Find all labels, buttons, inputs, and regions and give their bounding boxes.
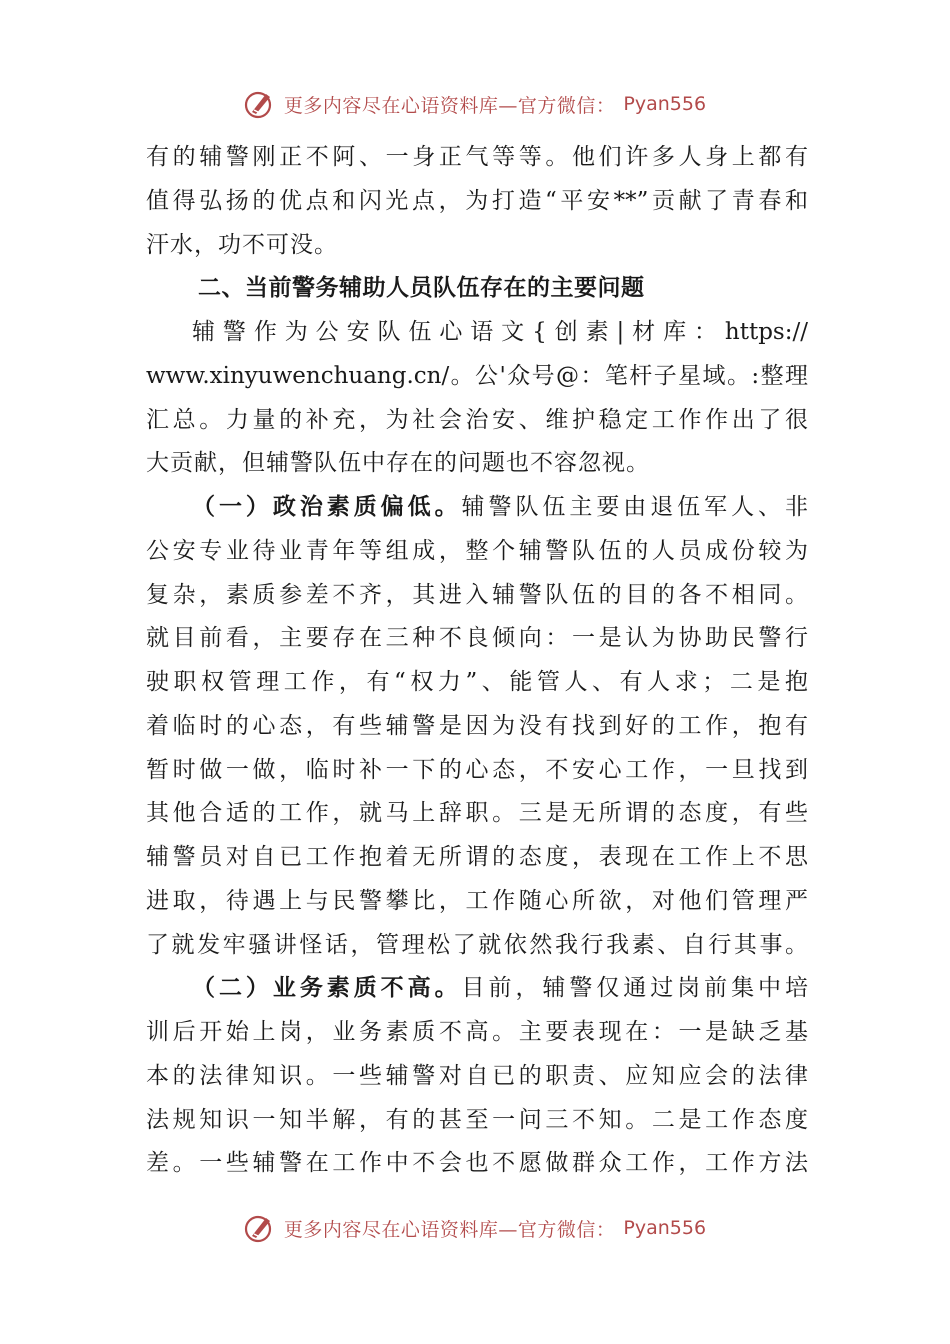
body-line: 有的辅警刚正不阿、一身正气等等。他们许多人身上都有 [146,144,808,170]
body-line: 大贡献，但辅警队伍中存在的问题也不容忽视。 [146,450,650,477]
pen-nib-circle-logo-icon [244,88,276,120]
banner-wechat-id: Pyan556 [623,93,707,115]
subsection-title: （二）业务素质不高。 [192,975,462,1002]
body-line: 暂时做一做，临时补一下的心态，不安心工作，一旦找到 [146,756,808,783]
section-heading: 二、当前警务辅助人员队伍存在的主要问题 [198,275,645,302]
body-line: 训后开始上岗，业务素质不高。主要表现在：一是缺乏基 [146,1019,808,1045]
subsection-text: 辅警队伍主要由退伍军人、非 [461,494,808,520]
body-line: 了就发牢骚讲怪话，管理松了就依然我行我素、自行其事。 [146,931,808,958]
body-line: 驶职权管理工作，有“权力”、能管人、有人求；二是抱 [146,669,808,695]
footer-banner [0,1206,950,1250]
body-line: 进取，待遇上与民警攀比，工作随心所欲，对他们管理严 [146,887,808,914]
body-line: 值得弘扬的优点和闪光点，为打造“平安**”贡献了青春和 [146,187,808,214]
body-line: 汗水，功不可没。 [146,231,338,258]
subsection-line [146,486,808,530]
body-line: 汇总。力量的补充，为社会治安、维护稳定工作作出了很 [146,406,808,433]
document-body [146,136,808,1186]
header-banner [0,82,950,126]
subsection-title: （一）政治素质偏低。 [192,494,462,520]
body-line: 复杂，素质参差不齐，其进入辅警队伍的目的各不相同。 [146,581,808,608]
body-line: 法规知识一知半解，有的甚至一问三不知。二是工作态度 [146,1106,808,1133]
body-line: 本的法律知识。一些辅警对自已的职责、应知应会的法律 [146,1062,808,1089]
banner-slogan: 更多内容尽在心语资料库—官方微信： [283,94,616,117]
body-line: 公安专业待业青年等组成，整个辅警队伍的人员成份较为 [146,537,808,564]
body-line: 其他合适的工作，就马上辞职。三是无所谓的态度，有些 [146,800,808,827]
body-line: 辅警员对自已工作抱着无所谓的态度，表现在工作上不思 [146,844,808,870]
body-line: 就目前看，主要存在三种不良倾向：一是认为协助民警行 [146,625,808,652]
banner-slogan: 更多内容尽在心语资料库—官方微信： [283,1218,616,1241]
subsection-line [146,967,808,1011]
body-line: www.xinyuwenchuang.cn/。公'众号@：笔杆子星域。:整理 [146,362,808,389]
pen-nib-circle-logo-icon [244,1212,276,1244]
subsection-text: 目前，辅警仅通过岗前集中培 [461,975,808,1002]
body-line: 差。一些辅警在工作中不会也不愿做群众工作，工作方法 [146,1150,808,1177]
body-line: 着临时的心态，有些辅警是因为没有找到好的工作，抱有 [146,712,808,739]
banner-wechat-id: Pyan556 [623,1217,707,1239]
body-line: 辅警作为公安队伍心语文{创素|材库：https:// [192,319,808,345]
